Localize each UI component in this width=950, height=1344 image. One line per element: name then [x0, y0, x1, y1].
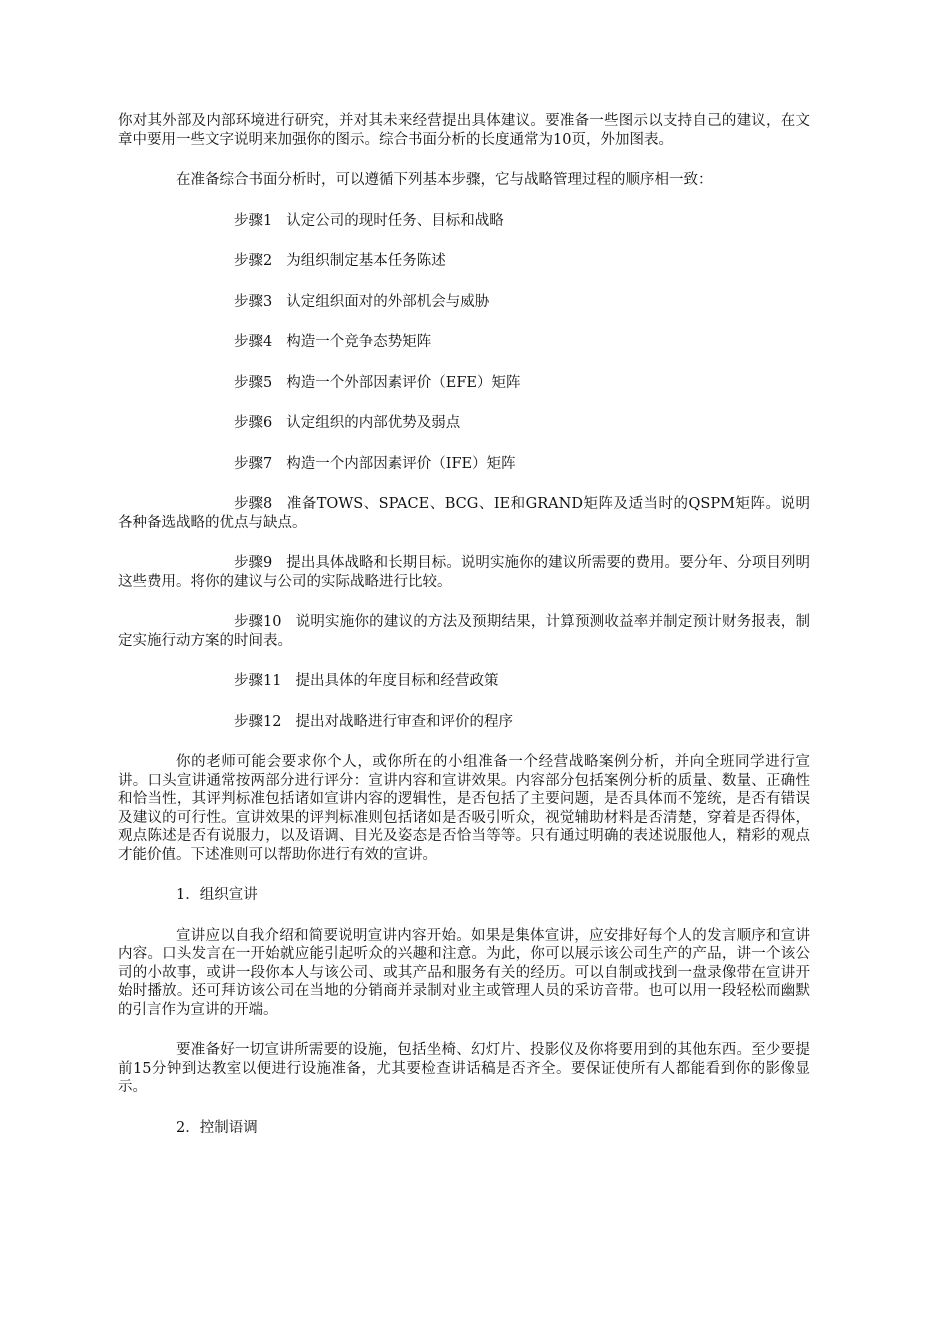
step-item — [118, 672, 810, 691]
step-text: 提出具体的年度目标和经营政策 — [295, 673, 499, 689]
document-body — [118, 112, 810, 1159]
prepare-paragraph: 要准备好一切宣讲所需要的设施，包括坐椅、幻灯片、投影仪及你将要用到的其他东西。至少要提前15分钟到达教室以便进行设施准备，尤其要检查讲话稿是否齐全。要保证使所有人都能看到你的影像显示。 — [118, 1042, 810, 1095]
step-label: 步骤12 — [234, 713, 282, 730]
step-label: 步骤8 — [234, 496, 273, 512]
step-item — [118, 495, 810, 532]
steps-lead-paragraph: 在准备综合书面分析时，可以遵循下列基本步骤，它与战略管理过程的顺序相一致： — [176, 172, 713, 188]
step-item — [118, 293, 810, 312]
step-text: 认定组织的内部优势及弱点 — [286, 415, 461, 431]
organize-paragraph: 宣讲应以自我介绍和简要说明宣讲内容开始。如果是集体宣讲，应安排好每个人的发言顺序和宣讲内容。口头发言在一开始就应能引起听众的兴趣和注意。为此，你可以展示该公司生产的产品，讲一个该公司的小故事，或讲一段你本人与该公司、或其产品和服务有关的经历。可以自制或找到一盘录像带在宣讲开始时播放。还可拜访该公司在当地的分销商并录制对业主或管理人员的采访音带。也可以用一段轻松而幽默的引言作为宣讲的开端。 — [118, 927, 810, 1018]
step-item — [118, 374, 810, 393]
step-text: 提出具体战略和长期目标。说明实施你的建议所需要的费用。要分年、分项目列明这些费用。将你的建议与公司的实际战略进行比较。 — [118, 555, 810, 590]
step-label: 步骤4 — [234, 334, 273, 350]
step-label: 步骤6 — [234, 415, 273, 431]
step-item — [118, 414, 810, 433]
presentation-paragraph: 你的老师可能会要求你个人，或你所在的小组准备一个经营战略案例分析，并向全班同学进行宣讲。口头宣讲通常按两部分进行评分：宣讲内容和宣讲效果。内容部分包括案例分析的质量、数量、正确性和恰当性，其评判标准包括诸如宣讲内容的逻辑性，是否包括了主要问题，是否具体而不笼统，是否有错误及建议的可行性。宣讲效果的评判标准则包括诸如是否吸引听众，视觉辅助材料是否清楚，穿着是否得体，观点陈述是否有说服力，以及语调、目光及姿态是否恰当等等。只有通过明确的表述说服他人，精彩的观点才能价值。下述准则可以帮助你进行有效的宣讲。 — [118, 754, 810, 863]
step-text: 为组织制定基本任务陈述 — [286, 253, 446, 269]
intro-paragraph: 你对其外部及内部环境进行研究，并对其未来经营提出具体建议。要准备一些图示以支持自己的建议，在文章中要用一些文字说明来加强你的图示。综合书面分析的长度通常为10页，外加图表。 — [118, 113, 810, 148]
section-heading-organize: 1．组织宣讲 — [176, 887, 258, 903]
step-text: 构造一个外部因素评价（EFE）矩阵 — [286, 374, 521, 391]
step-text: 构造一个竞争态势矩阵 — [286, 334, 432, 350]
step-label: 步骤3 — [234, 293, 273, 310]
step-text: 提出对战略进行审查和评价的程序 — [295, 713, 513, 730]
step-label: 步骤10 — [234, 614, 282, 630]
step-label: 步骤7 — [234, 455, 273, 472]
step-text: 认定组织面对的外部机会与威胁 — [286, 293, 490, 310]
step-item — [118, 554, 810, 591]
step-item — [118, 252, 810, 271]
step-item — [118, 713, 810, 732]
step-text: 说明实施你的建议的方法及预期结果，计算预测收益率并制定预计财务报表，制定实施行动方案的时间表。 — [118, 614, 810, 649]
step-text: 构造一个内部因素评价（IFE）矩阵 — [286, 455, 516, 472]
step-label: 步骤11 — [234, 673, 282, 689]
step-text: 准备TOWS、SPACE、BCG、IE和GRAND矩阵及适当时的QSPM矩阵。说明各种备选战略的优点与缺点。 — [118, 496, 810, 531]
step-label: 步骤5 — [234, 374, 273, 391]
step-label: 步骤2 — [234, 253, 273, 269]
step-item — [118, 613, 810, 650]
step-label: 步骤9 — [234, 555, 273, 571]
section-heading-tone: 2．控制语调 — [176, 1119, 258, 1136]
step-item — [118, 455, 810, 474]
step-text: 认定公司的现时任务、目标和战略 — [286, 212, 504, 229]
step-item — [118, 212, 810, 231]
step-label: 步骤1 — [234, 212, 273, 229]
step-item — [118, 333, 810, 352]
